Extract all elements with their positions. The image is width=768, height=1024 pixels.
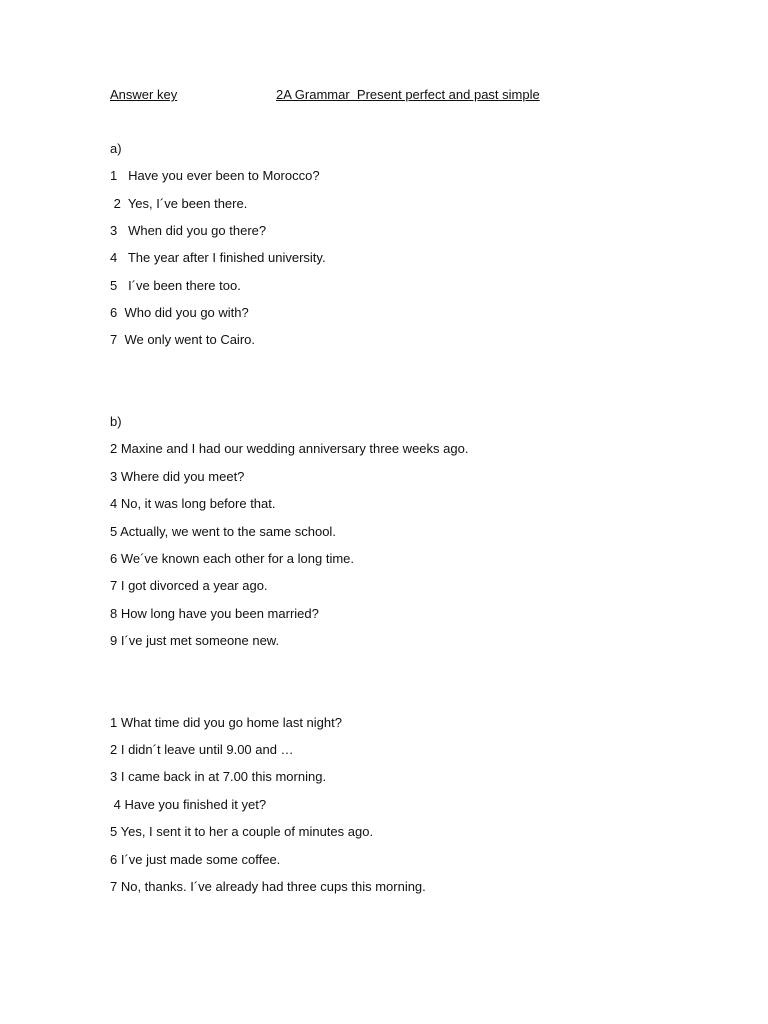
grammar-topic-heading: 2A Grammar Present perfect and past simple	[276, 87, 540, 102]
section-a-item: 5 I´ve been there too.	[110, 278, 241, 293]
section-c-item: 4 Have you finished it yet?	[110, 797, 267, 812]
section-c-item: 6 I´ve just made some coffee.	[110, 852, 281, 867]
section-b-item: 5 Actually, we went to the same school.	[110, 524, 336, 539]
section-c-item: 5 Yes, I sent it to her a couple of minutes ago.	[110, 824, 374, 839]
section-a-item: 4 The year after I finished university.	[110, 250, 326, 265]
section-b-item: 7 I got divorced a year ago.	[110, 578, 268, 593]
section-a-item: 6 Who did you go with?	[110, 305, 249, 320]
answer-key-heading: Answer key	[110, 87, 178, 102]
section-b-item: 8 How long have you been married?	[110, 606, 319, 621]
section-b-item: 9 I´ve just met someone new.	[110, 633, 280, 648]
section-c-item: 7 No, thanks. I´ve already had three cups this morning.	[110, 879, 426, 894]
section-b-item: 2 Maxine and I had our wedding anniversary three weeks ago.	[110, 441, 469, 456]
section-a-label: a)	[110, 141, 122, 156]
section-b-item: 4 No, it was long before that.	[110, 496, 276, 511]
section-c-item: 2 I didn´t leave until 9.00 and …	[110, 742, 294, 757]
section-a-item: 3 When did you go there?	[110, 223, 267, 238]
section-b-item: 3 Where did you meet?	[110, 469, 245, 484]
section-a-item: 2 Yes, I´ve been there.	[110, 196, 248, 211]
section-c-item: 3 I came back in at 7.00 this morning.	[110, 769, 327, 784]
section-b-label: b)	[110, 414, 122, 429]
section-c-item: 1 What time did you go home last night?	[110, 715, 342, 730]
section-a-item: 1 Have you ever been to Morocco?	[110, 168, 320, 183]
section-a-item: 7 We only went to Cairo.	[110, 332, 255, 347]
section-b-item: 6 We´ve known each other for a long time.	[110, 551, 354, 566]
